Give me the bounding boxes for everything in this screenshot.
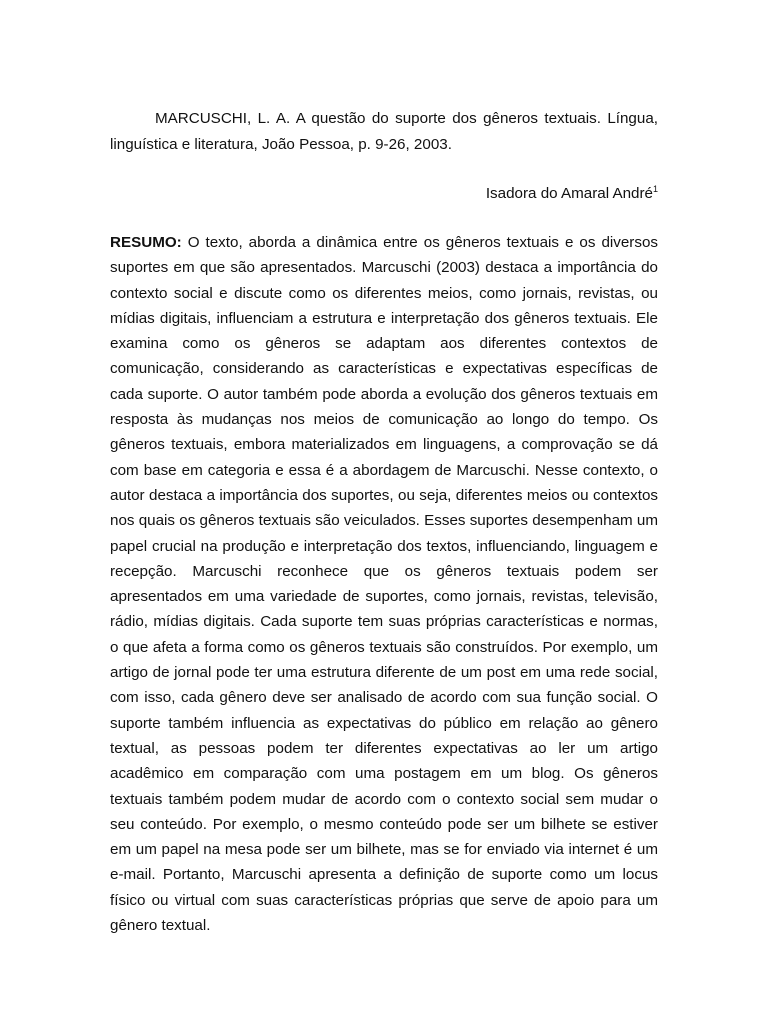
bibliographic-reference: MARCUSCHI, L. A. A questão do suporte dos gêneros textuais. Língua, linguística e literatura, João Pessoa, p. 9-26, 2003.: [110, 110, 658, 153]
abstract-label: RESUMO:: [110, 234, 182, 251]
author-line: [110, 181, 658, 207]
author-footnote-mark: 1: [652, 183, 658, 194]
abstract-text: O texto, aborda a dinâmica entre os gêneros textuais e os diversos suportes em que são apresentados. Marcuschi (2003) destaca a importância do contexto social e discute como os diferentes meios, como jornais, revistas, ou mídias digitais, influenciam a estrutura e interpretação dos gêneros textuais. Ele examina como os gêneros se adaptam aos diferentes contextos de comunicação, considerando as características e expectativas específicas de cada suporte. O autor também pode aborda a evolução dos gêneros textuais em resposta às mudanças nos meios de comunicação ao longo do tempo. Os gêneros textuais, embora materializados em linguagens, a comprovação se dá com base em categoria e essa é a abordagem de Marcuschi. Nesse contexto, o autor destaca a importância dos suportes, ou seja, diferentes meios ou contextos nos quais os gêneros textuais são veiculados. Esses suportes desempenham um papel crucial na produção e interpretação dos textos, influenciando, linguagem e recepção. Marcuschi reconhece que os gêneros textuais podem ser apresentados em uma variedade de suportes, como jornais, revistas, televisão, rádio, mídias digitais. Cada suporte tem suas próprias características e normas, o que afeta a forma como os gêneros textuais são construídos. Por exemplo, um artigo de jornal pode ter uma estrutura diferente de um post em uma rede social, com isso, cada gênero deve ser analisado de acordo com sua função social. O suporte também influencia as expectativas do público em relação ao gênero textual, as pessoas podem ter diferentes expectativas ao ler um artigo acadêmico em comparação com uma postagem em um blog. Os gêneros textuais também podem mudar de acordo com o contexto social sem mudar o seu conteúdo. Por exemplo, o mesmo conteúdo pode ser um bilhete se estiver em um papel na mesa pode ser um bilhete, mas se for enviado via internet é um e-mail. Portanto, Marcuschi apresenta a definição de suporte como um locus físico ou virtual com suas características próprias que serve de apoio para um gênero textual.: [110, 234, 658, 935]
abstract-paragraph: [110, 230, 658, 938]
document-page: [110, 106, 658, 938]
author-name: Isadora do Amaral André: [485, 185, 653, 202]
